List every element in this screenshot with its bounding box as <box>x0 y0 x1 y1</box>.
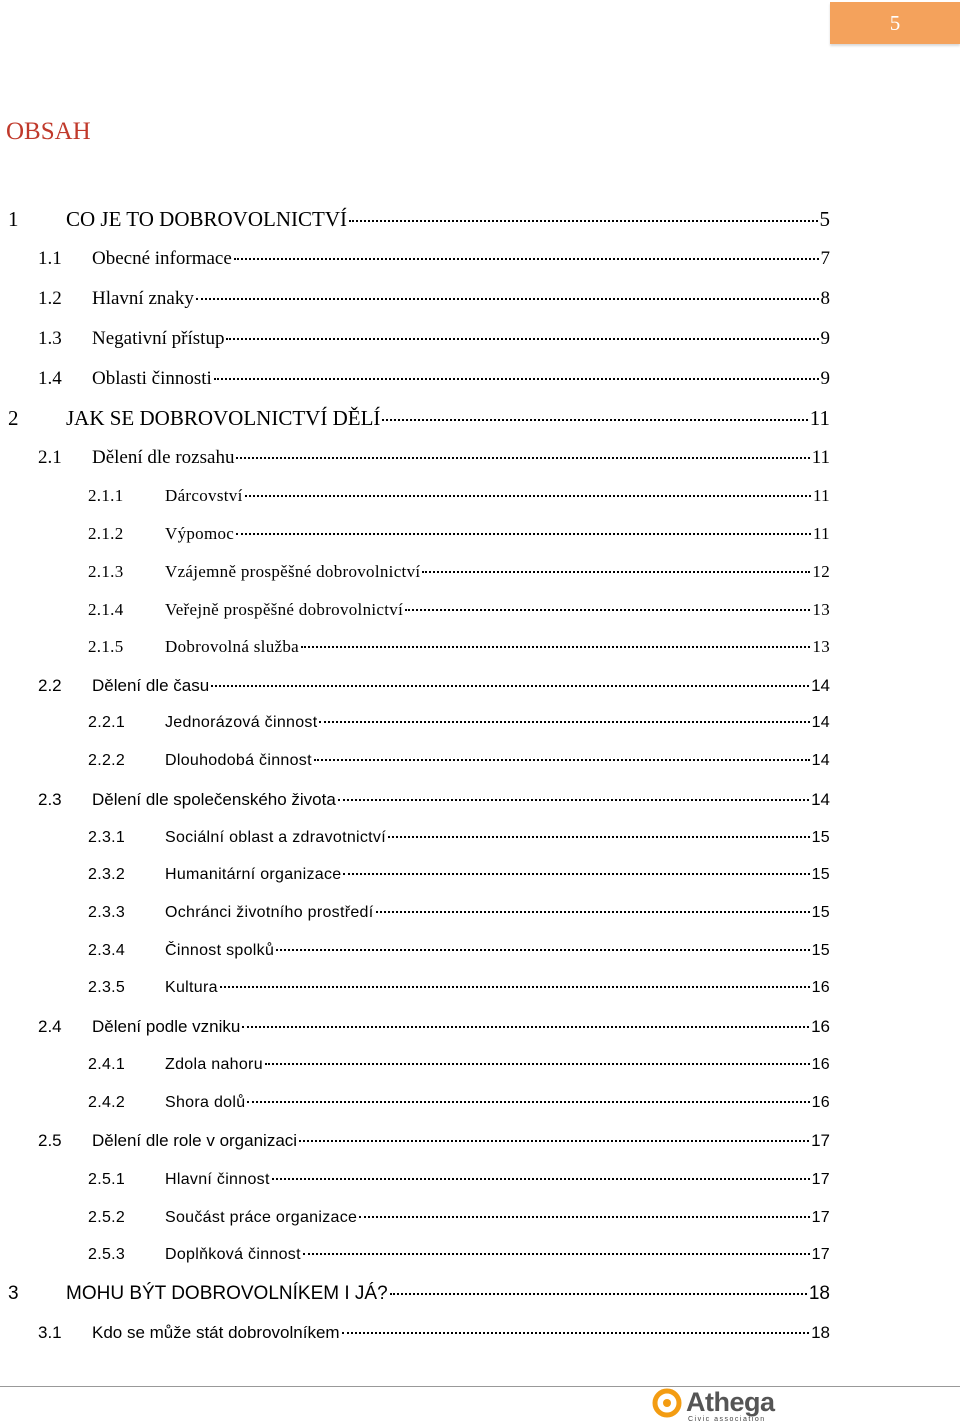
logo-name: Athega <box>686 1387 775 1417</box>
toc-entry-number: 2.3.2 <box>88 866 126 883</box>
toc-dot-leader <box>388 836 810 838</box>
toc-entry[interactable] <box>8 404 830 432</box>
toc-entry[interactable] <box>88 861 830 889</box>
toc-entry-label: MOHU BÝT DOBROVOLNÍKEM I JÁ? <box>66 1283 388 1304</box>
toc-entry-number: 1.3 <box>38 328 62 349</box>
toc-entry-label: Kdo se může stát dobrovolníkem <box>92 1323 340 1342</box>
toc-entry-label: Zdola nahoru <box>165 1056 263 1073</box>
toc-entry-label: Shora dolů <box>165 1094 246 1111</box>
athega-logo-icon <box>652 1388 682 1418</box>
toc-entry-label: Výpomoc <box>165 524 235 543</box>
toc-entry-page: 11 <box>809 406 830 430</box>
toc-entry-page: 14 <box>811 676 830 695</box>
toc-entry-label: Kultura <box>165 979 218 996</box>
toc-dot-leader <box>314 759 810 761</box>
toc-dot-leader <box>220 986 810 988</box>
toc-entry-number: 1.1 <box>38 248 62 269</box>
toc-entry-label: Jednorázová činnost <box>165 714 318 731</box>
toc-entry-number: 2.4 <box>38 1017 62 1036</box>
toc-entry-label: Dělení dle rozsahu <box>92 447 235 468</box>
toc-dot-leader <box>196 298 819 300</box>
toc-entry-label: Vzájemně prospěšné dobrovolnictví <box>165 562 421 581</box>
toc-dot-leader <box>226 338 818 340</box>
toc-entry-number: 2.3.3 <box>88 904 126 921</box>
toc-entry-page: 17 <box>811 1246 830 1263</box>
toc-entry-page: 13 <box>812 600 830 619</box>
toc-entry-label: Dárcovství <box>165 486 243 505</box>
toc-entry-page: 8 <box>820 288 830 309</box>
toc-entry-page: 15 <box>811 942 830 959</box>
toc-entry-label: Činnost spolků <box>165 942 275 959</box>
toc-dot-leader <box>245 495 811 497</box>
toc-entry-label: Hlavní činnost <box>165 1171 270 1188</box>
toc-entry-page: 15 <box>811 904 830 921</box>
toc-entry[interactable] <box>38 786 830 814</box>
toc-entry-number: 2.1.1 <box>88 486 124 505</box>
toc-entry-page: 15 <box>811 866 830 883</box>
toc-dot-leader <box>276 949 809 951</box>
toc-entry-number: 2.2.1 <box>88 714 126 731</box>
toc-entry-number: 1 <box>8 207 19 231</box>
toc-entry-page: 12 <box>812 562 830 581</box>
toc-entry-number: 2.5.3 <box>88 1246 126 1263</box>
toc-dot-leader <box>236 457 809 459</box>
toc-dot-leader <box>338 799 809 801</box>
toc-entry[interactable] <box>38 1319 830 1347</box>
toc-entry-number: 2.5.2 <box>88 1209 126 1226</box>
toc-entry-page: 7 <box>820 248 830 269</box>
toc-entry-number: 2.5 <box>38 1131 62 1150</box>
toc-dot-leader <box>247 1101 809 1103</box>
toc-entry-number: 1.4 <box>38 368 62 389</box>
toc-entry-number: 2.4.2 <box>88 1094 126 1111</box>
toc-dot-leader <box>342 1332 810 1334</box>
toc-entry[interactable] <box>38 285 830 313</box>
toc-entry-page: 16 <box>811 1094 830 1111</box>
toc-entry[interactable] <box>8 205 830 233</box>
footer-divider <box>0 1386 960 1387</box>
toc-entry-page: 9 <box>820 328 830 349</box>
toc-entry-number: 2.3.4 <box>88 942 126 959</box>
toc-entry[interactable] <box>38 365 830 393</box>
toc-entry-number: 2 <box>8 406 19 430</box>
toc-entry-label: Dělení dle času <box>92 676 210 695</box>
toc-entry[interactable] <box>38 245 830 273</box>
toc-dot-leader <box>214 378 819 380</box>
toc-entry-page: 16 <box>811 1017 830 1036</box>
toc-dot-leader <box>349 220 818 222</box>
toc-entry-page: 15 <box>811 829 830 846</box>
toc-entry-page: 17 <box>811 1209 830 1226</box>
toc-entry-label: Ochránci životního prostředí <box>165 904 374 921</box>
toc-entry-number: 2.2 <box>38 676 62 695</box>
toc-entry-page: 17 <box>811 1171 830 1188</box>
toc-entry[interactable] <box>38 1127 830 1155</box>
toc-entry[interactable] <box>88 482 830 510</box>
toc-entry[interactable] <box>88 974 830 1002</box>
toc-dot-leader <box>382 419 807 421</box>
toc-dot-leader <box>390 1293 807 1295</box>
toc-entry-label: Veřejně prospěšné dobrovolnictví <box>165 600 404 619</box>
toc-entry-number: 2.1.4 <box>88 600 124 619</box>
toc-entry-page: 5 <box>819 207 830 231</box>
toc-entry-number: 3.1 <box>38 1323 62 1342</box>
toc-entry-page: 11 <box>813 486 830 505</box>
toc-entry[interactable] <box>8 1280 830 1308</box>
toc-title: OBSAH <box>6 118 91 145</box>
toc-entry[interactable] <box>88 1051 830 1079</box>
toc-entry-page: 11 <box>811 447 830 468</box>
toc-entry-page: 16 <box>811 1056 830 1073</box>
toc-entry[interactable] <box>88 1089 830 1117</box>
toc-entry-number: 2.5.1 <box>88 1171 126 1188</box>
toc-entry-label: Hlavní znaky <box>92 288 194 309</box>
toc-entry-number: 2.1.5 <box>88 637 124 656</box>
toc-entry-number: 2.3.1 <box>88 829 126 846</box>
toc-entry-label: Negativní přístup <box>92 328 225 349</box>
toc-entry[interactable] <box>88 1166 830 1194</box>
toc-entry-page: 13 <box>812 637 830 656</box>
toc-dot-leader <box>376 911 810 913</box>
toc-entry[interactable] <box>88 899 830 927</box>
toc-entry-page: 14 <box>811 790 830 809</box>
toc-entry[interactable] <box>38 444 830 472</box>
logo-tagline: Civic association <box>688 1416 766 1423</box>
toc-entry-label: Sociální oblast a zdravotnictví <box>165 829 386 846</box>
toc-entry-page: 18 <box>808 1283 830 1304</box>
toc-entry-number: 2.2.2 <box>88 752 126 769</box>
page-number-badge: 5 <box>830 2 960 44</box>
toc-entry[interactable] <box>88 558 830 586</box>
toc-entry-page: 9 <box>820 368 830 389</box>
toc-entry[interactable] <box>88 937 830 965</box>
toc-entry-number: 3 <box>8 1283 19 1304</box>
toc-dot-leader <box>299 1140 809 1142</box>
toc-entry-page: 11 <box>813 524 830 543</box>
toc-entry[interactable] <box>88 1241 830 1269</box>
toc-entry-label: JAK SE DOBROVOLNICTVÍ DĚLÍ <box>66 406 381 430</box>
toc-entry-number: 2.1 <box>38 447 62 468</box>
athega-logo <box>652 1388 832 1422</box>
toc-dot-leader <box>211 685 809 687</box>
toc-entry-page: 14 <box>811 714 830 731</box>
toc-entry-label: Součást práce organizace <box>165 1209 358 1226</box>
toc-entry-page: 16 <box>811 979 830 996</box>
toc-dot-leader <box>234 258 819 260</box>
toc-entry-page: 18 <box>811 1323 830 1342</box>
toc-entry[interactable] <box>88 1204 830 1232</box>
toc-entry[interactable] <box>88 824 830 852</box>
toc-entry-label: CO JE TO DOBROVOLNICTVÍ <box>66 207 347 231</box>
toc-dot-leader <box>236 533 811 535</box>
toc-entry[interactable] <box>88 709 830 737</box>
toc-entry-label: Doplňková činnost <box>165 1246 301 1263</box>
toc-entry-number: 2.1.2 <box>88 524 124 543</box>
toc-entry-number: 2.4.1 <box>88 1056 126 1073</box>
toc-dot-leader <box>343 873 809 875</box>
toc-entry-label: Dělení podle vzniku <box>92 1017 241 1036</box>
toc-entry[interactable] <box>38 672 830 700</box>
toc-dot-leader <box>242 1026 809 1028</box>
toc-dot-leader <box>272 1178 810 1180</box>
toc-entry-number: 2.3.5 <box>88 979 126 996</box>
toc-entry-number: 1.2 <box>38 288 62 309</box>
toc-entry-label: Dělení dle role v organizaci <box>92 1131 298 1150</box>
toc-entry-label: Dlouhodobá činnost <box>165 752 312 769</box>
toc-dot-leader <box>319 721 809 723</box>
toc-dot-leader <box>265 1063 810 1065</box>
toc-entry[interactable] <box>88 747 830 775</box>
toc-entry-page: 17 <box>811 1131 830 1150</box>
toc-entry-number: 2.1.3 <box>88 562 124 581</box>
toc-dot-leader <box>422 571 810 573</box>
toc-dot-leader <box>405 609 810 611</box>
toc-entry-label: Dobrovolná služba <box>165 637 299 656</box>
toc-entry[interactable] <box>88 633 830 661</box>
toc-entry-label: Oblasti činnosti <box>92 368 212 389</box>
toc-entry-label: Dělení dle společenského života <box>92 790 336 809</box>
toc-dot-leader <box>301 646 810 648</box>
toc-entry[interactable] <box>38 325 830 353</box>
toc-entry-label: Humanitární organizace <box>165 866 342 883</box>
toc-entry[interactable] <box>38 1013 830 1041</box>
toc-entry-label: Obecné informace <box>92 248 232 269</box>
toc-entry[interactable] <box>88 520 830 548</box>
toc-entry-number: 2.3 <box>38 790 62 809</box>
toc-dot-leader <box>359 1216 809 1218</box>
toc-entry-page: 14 <box>811 752 830 769</box>
toc-entry[interactable] <box>88 596 830 624</box>
toc-dot-leader <box>303 1253 810 1255</box>
